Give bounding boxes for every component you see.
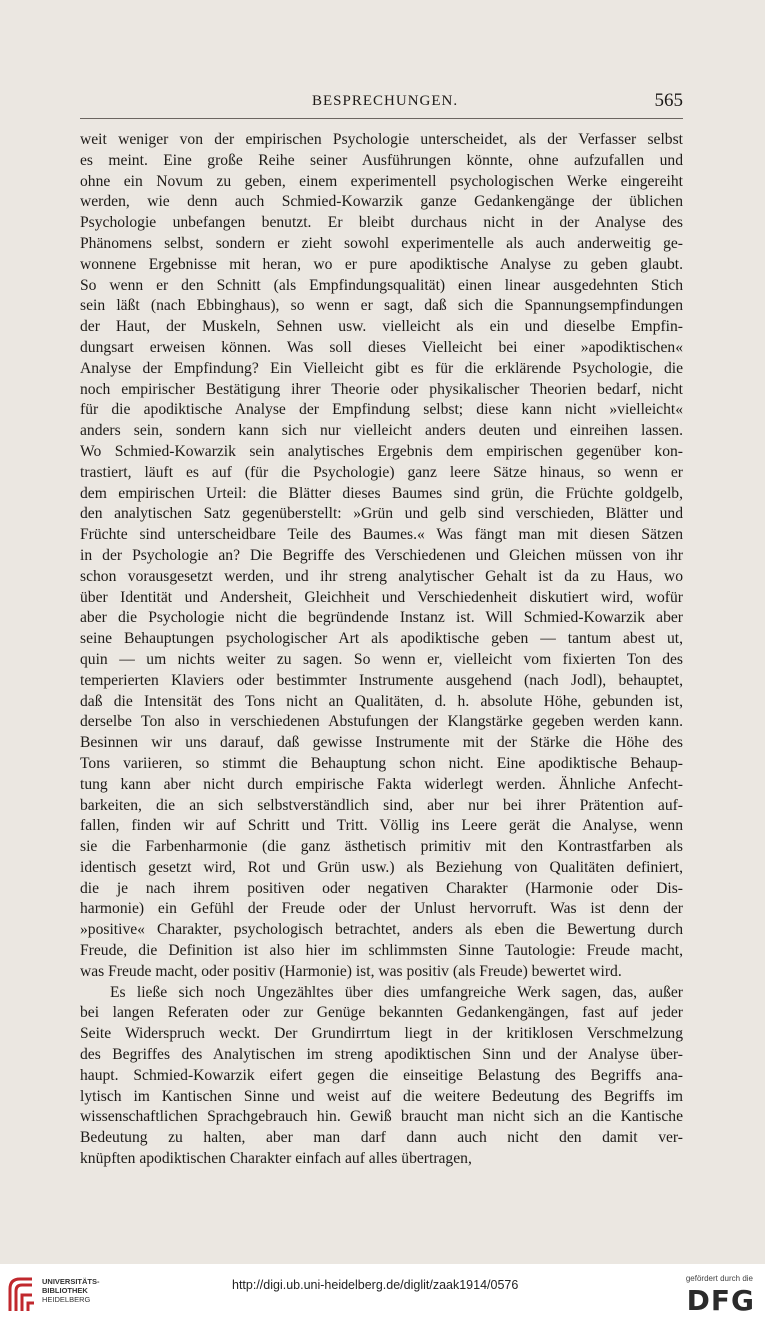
text-line: Freude, die Definition ist also hier im schlimmsten Sinne Tautologie: Freude macht, [80,942,683,960]
text-line: daß die Intensität des Tons nicht an Qualitäten, d. h. absolute Höhe, gebunden ist, [80,692,683,710]
text-line: Wo Schmied-Kowarzik sein analytisches Ergebnis dem empirischen gegenüber kon- [80,442,683,460]
text-line: über Identität und Andersheit, Gleichheit und Verschiedenheit diskutiert wird, wofür [80,588,683,606]
text-line: quin — um nichts weiter zu sagen. So wenn er, vielleicht vom fixierten Ton des [80,650,683,668]
dfg-logo: DFG [686,1284,755,1317]
text-line: lytisch im Kantischen Sinne und weist auf die weitere Bedeutung des Begriffs im [80,1087,683,1105]
text-line: wonnene Ergebnisse mit heran, wo er pure apodiktische Analyse zu geben glaubt. [80,255,683,273]
text-line: Analyse der Empfindung? Ein Vielleicht gibt es für die erklärende Psychologie, die [80,359,683,377]
text-line: den analytischen Satz gegenüberstellt: »Grün und gelb sind verschieden, Blätter und [80,505,683,523]
text-line: die je nach ihrem positiven oder negativen Charakter (Harmonie oder Dis- [80,879,683,897]
text-line: Tons variieren, so stimmt die Behauptung schon nicht. Eine apodiktische Behaup- [80,754,683,772]
text-line: Bedeutung zu halten, aber man darf dann auch nicht den damit ver- [80,1129,683,1147]
text-line: knüpften apodiktischen Charakter einfach auf alles übertragen, [80,1150,472,1168]
running-head: BESPRECHUNGEN. [312,93,459,109]
text-line: seine Behauptungen psychologischer Art als apodiktische geben — tantum abest ut, [80,630,683,648]
text-line: Früchte sind unterscheidbare Teile des Baumes.« Was fängt man mit diesen Sätzen [80,526,683,544]
text-line: Phänomens selbst, sondern er zieht sowohl experimentelle als auch anderweitig ge- [80,234,683,252]
text-line: was Freude macht, oder positiv (Harmonie) ist, was positiv (als Freude) bewertet wird. [80,962,622,980]
text-line: Psychologie unbefangen benutzt. Er bleibt durchaus nicht in der Analyse des [80,214,683,232]
page-header [80,90,683,114]
text-line: trastiert, läuft es auf (für die Psychologie) ganz leere Sätze hinaus, so wenn er [80,463,683,481]
library-line: HEIDELBERG [42,1295,91,1304]
permalink-url[interactable]: http://digi.ub.uni-heidelberg.de/diglit/zaak1914/0576 [232,1278,519,1292]
text-line: identisch gesetzt wird, Rot und Grün usw.) als Beziehung von Qualitäten definiert, [80,858,683,876]
ub-heidelberg-logo-icon [6,1275,38,1313]
text-line: dem empirischen Urteil: die Blätter dieses Baumes sind grün, die Früchte goldgelb, [80,484,683,502]
text-line: fallen, finden wir auf Schritt und Tritt. Völlig ins Leere gerät die Analyse, wenn [80,817,683,835]
text-line: ohne ein Novum zu geben, einem experimentell psychologischen Werke eingereiht [80,172,683,190]
text-line: es meint. Eine große Reihe seiner Ausführungen könnte, ohne aufzufallen und [80,151,683,169]
body-text [80,130,683,1170]
viewer-footer [0,1264,765,1320]
text-line: werden, wie denn auch Schmied-Kowarzik ganze Gedankengänge der üblichen [80,193,683,211]
text-line: weit weniger von der empirischen Psychologie unterscheidet, als der Verfasser selbst [80,131,683,148]
header-rule [80,118,683,119]
text-line: harmonie) ein Gefühl der Freude oder der Unlust hervorruft. Was ist denn der [80,900,683,918]
text-line: aber die Psychologie nicht die begründende Instanz ist. Will Schmied-Kowarzik aber [80,609,683,627]
text-line: »positive« Charakter, psychologisch betrachtet, anders als eben die Bewertung durch [80,921,683,939]
text-line: So wenn er den Schnitt (als Empfindungsqualität) einen linear ausgedehnten Stich [80,276,683,294]
library-name [42,1277,100,1304]
text-line: haupt. Schmied-Kowarzik eifert gegen die einseitige Belastung des Begriffs ana- [80,1066,683,1084]
text-line: barkeiten, die an sich selbstverständlich sind, aber nur bei ihrer Prätention auf- [80,796,683,814]
text-line: sein läßt (nach Ebbinghaus), so wenn er sagt, daß sich die Spannungsempfindungen [80,297,683,315]
text-line: anders sein, sondern kann sich nur vielleicht anders deuten und einreihen lassen. [80,422,683,440]
text-line: Seite Widerspruch weckt. Der Grundirrtum liegt in der kritiklosen Verschmelzung [80,1025,683,1043]
text-line: bei langen Referaten oder zur Genüge bekannten Gedankengängen, fast auf jeder [80,1004,683,1022]
text-line: temperierten Klaviers oder bestimmter Instrumente ausgehend (nach Jodl), behauptet, [80,671,683,689]
library-line: UNIVERSITÄTS- [42,1277,100,1286]
text-line: für die apodiktische Analyse der Empfindung selbst; diese kann nicht »vielleicht« [80,401,683,419]
funder-caption: gefördert durch die [685,1274,753,1283]
text-line: Es ließe sich noch Ungezähltes über dies umfangreiche Werk sagen, das, außer [110,983,683,1001]
text-line: Besinnen wir uns darauf, daß gewisse Instrumente mit der Stärke die Höhe des [80,734,683,752]
text-line: dungsart erweisen können. Was soll dieses Vielleicht bei einer »apodiktischen« [80,338,683,356]
text-line: derselbe Ton also in verschiedenen Abstufungen der Klangstärke gegeben werden kann. [80,713,683,731]
text-line: tung kann aber nicht durch empirische Fakta widerlegt werden. Ähnliche Anfecht- [80,775,683,793]
text-line: der Haut, der Muskeln, Sehnen usw. vielleicht als ein und dieselbe Empfin- [80,318,683,336]
page-number: 565 [654,90,683,111]
text-line: in der Psychologie an? Die Begriffe des Verschiedenen und Gleichen müssen von ihr [80,546,683,564]
library-line: BIBLIOTHEK [42,1286,88,1295]
text-line: schon vorausgesetzt werden, und ihr streng analytischer Gehalt ist da zu Haus, wo [80,567,683,585]
text-line: des Begriffes des Analytischen im streng apodiktischen Sinn und der Analyse über- [80,1046,683,1064]
text-line: noch empirischer Bestätigung ihrer Theorie oder physikalischer Theorien bedarf, nicht [80,380,683,398]
text-line: wissenschaftlichen Sprachgebrauch hin. Gewiß braucht man nicht sich an die Kantische [80,1108,683,1126]
text-line: sie die Farbenharmonie (die ganz ästhetisch primitiv mit den Kontrastfarben als [80,838,683,856]
